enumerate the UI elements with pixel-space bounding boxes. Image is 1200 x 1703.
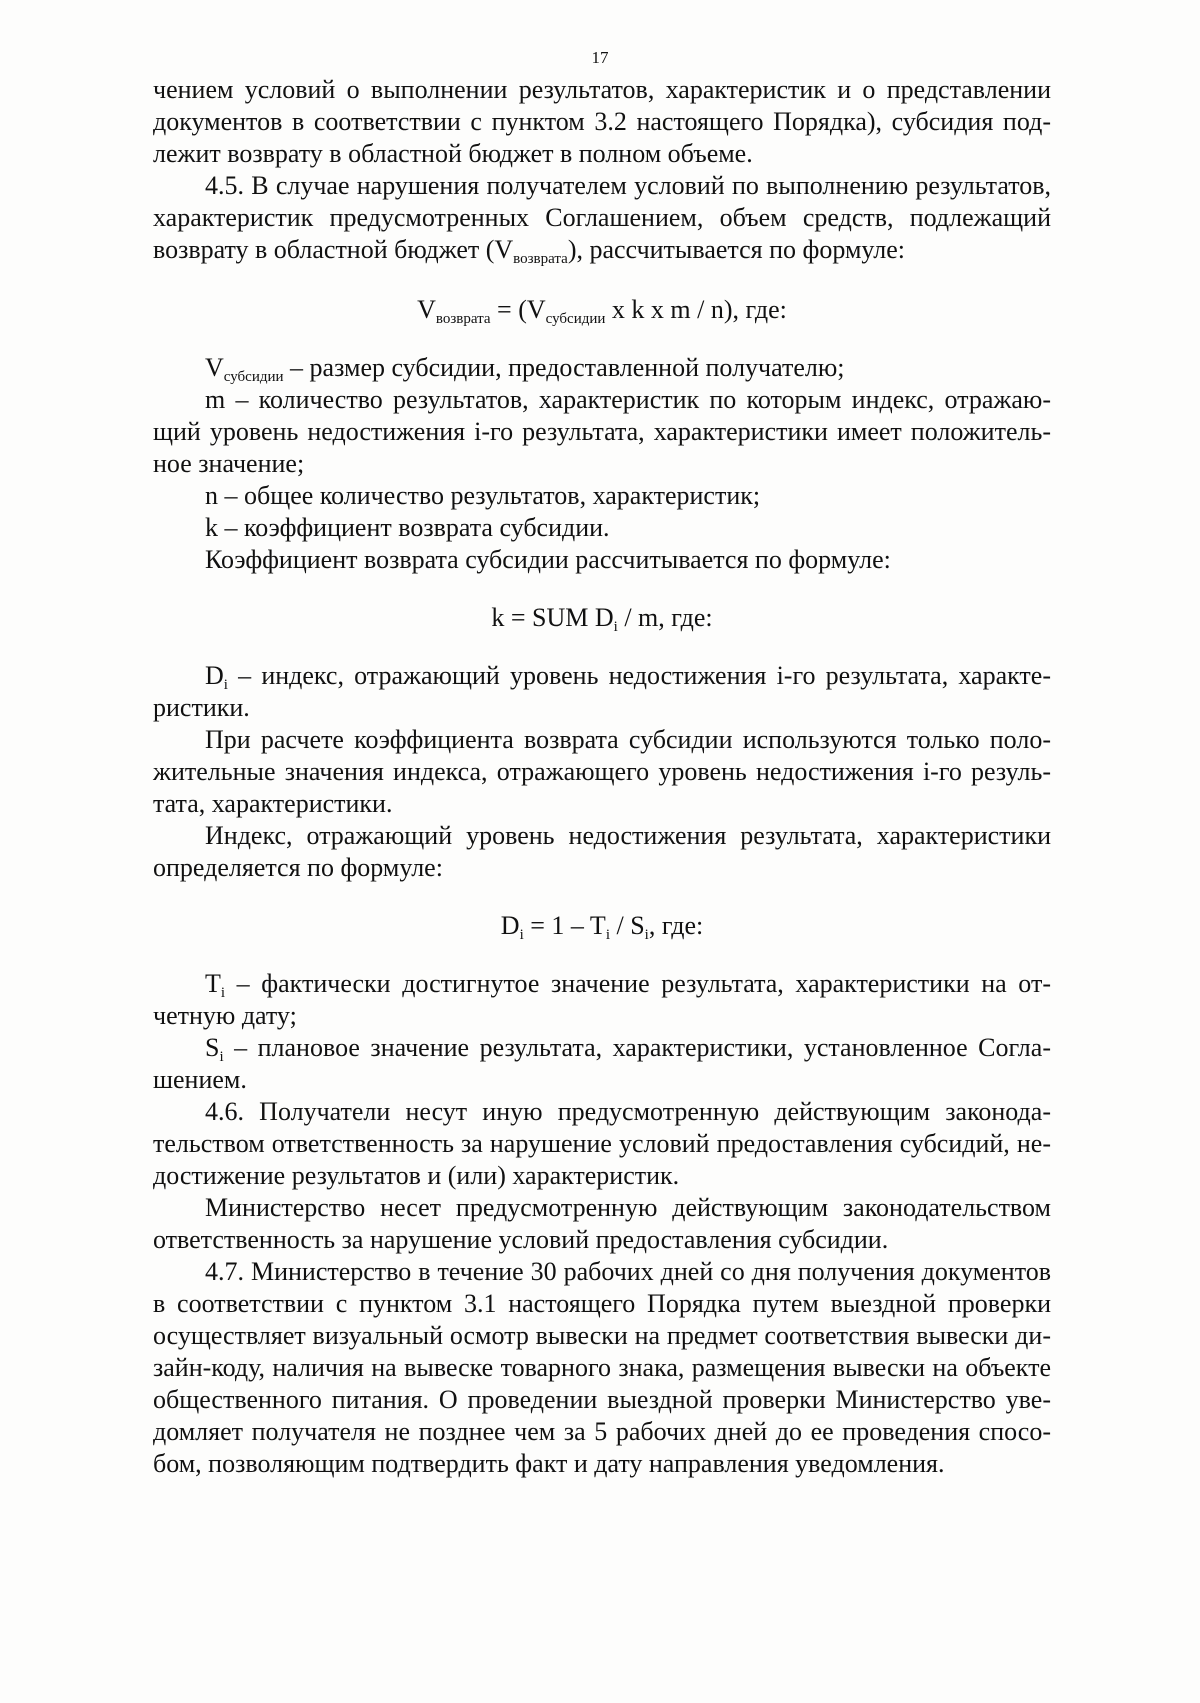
definition-di-subscript: i (223, 677, 228, 693)
formula-subscript-subsidy: субсидии (545, 311, 606, 327)
paragraph-continuation: чением условий о выполнении результатов, характеристик и о представлении документов в соответствии с пунктом 3.2 настоящего Порядка), субсидия подлежит возврату в областной бюджет в полном объеме. (153, 75, 1051, 168)
paragraph-positive-values: При расчете коэффициента возврата субсидии используются только положительные значения индекса, отражающего уровень недостижения i-го результата, характеристики. (153, 725, 1051, 818)
formula-di-sub-d: i (519, 927, 524, 943)
definition-v-subscript: субсидии (223, 369, 284, 385)
paragraph-4-7: 4.7. Министерство в течение 30 рабочих дней со дня получения документов в соответствии с пунктом 3.1 настоящего Порядка путем выездной проверки осуществляет визуальный осмотр вывески на предмет соответствия вывески дизайн-коду, наличия на вывеске товарного знака, размещения вывески на объекте общественного питания. О проведении выездной проверки Министерство уведомляет получателя не позднее чем за 5 рабочих дней до ее проведения способом, позволяющим подтвердить факт и дату направления уведомления. (153, 1257, 1051, 1478)
formula-di (153, 910, 1051, 942)
formula-return-volume (153, 294, 1051, 326)
formula-k-before: k = SUM D (491, 603, 614, 632)
definition-si-symbol: S (205, 1033, 220, 1062)
formula-di-sub-s: i (644, 927, 649, 943)
page-number: 17 (591, 48, 609, 67)
definition-ti-subscript: i (220, 985, 226, 1001)
definition-k: k – коэффициент возврата субсидии. (205, 513, 610, 542)
document-body (153, 74, 1051, 1480)
paragraph-4-5-text-after: ), рассчитывается по формуле: (567, 235, 905, 264)
formula-di-after: , где: (648, 911, 704, 940)
formula-di-d: D (500, 911, 520, 940)
paragraph-4-5 (153, 170, 1051, 266)
definition-v-symbol: V (205, 353, 224, 382)
formula-v-symbol: V (417, 295, 436, 324)
definition-di-symbol: D (205, 661, 224, 690)
definition-v-text: – размер субсидии, предоставленной получателю; (283, 353, 845, 382)
definition-m: m – количество результатов, характеристик по которым индекс, отражающий уровень недостижения i-го результата, характеристики имеет положительное значение; (153, 385, 1051, 478)
definition-di-text: – индекс, отражающий уровень недостижения i-го результата, характеристики. (153, 661, 1051, 722)
definition-n: n – общее количество результатов, характеристик; (205, 481, 761, 510)
formula-k-after: / m, где: (617, 603, 713, 632)
paragraph-index-formula-intro: Индекс, отражающий уровень недостижения результата, характеристики определяется по формуле: (153, 821, 1051, 882)
subscript-return: возврата (513, 251, 568, 267)
definition-si-subscript: i (219, 1049, 224, 1065)
definition-ti (153, 968, 1051, 1032)
k-formula-intro: Коэффициент возврата субсидии рассчитывается по формуле: (205, 545, 891, 574)
formula-k-subscript: i (613, 619, 618, 635)
formula-k (153, 602, 1051, 634)
definition-ti-text: – фактически достигнутое значение результата, характеристики на отчетную дату; (153, 969, 1051, 1030)
definition-di (153, 660, 1051, 724)
formula-rest: x k x m / n), где: (605, 295, 787, 324)
formula-subscript-return: возврата (435, 311, 491, 327)
formula-di-mid2: / S (609, 911, 645, 940)
definition-v-subsidy (153, 352, 1051, 384)
paragraph-4-5-text-before: 4.5. В случае нарушения получателем условий по выполнению результатов, характеристик предусмотренных Соглашением, объем средств, подлежащий возврату в областной бюджет (V (153, 171, 1051, 264)
paragraph-4-6: 4.6. Получатели несут иную предусмотренную действующим законодательством ответственность за нарушение условий предоставления субсидий, недостижение результатов и (или) характеристик. (153, 1097, 1051, 1190)
definition-si-text: – плановое значение результата, характеристики, установленное Соглашением. (153, 1033, 1051, 1094)
definition-si (153, 1032, 1051, 1096)
formula-di-sub-t: i (605, 927, 610, 943)
formula-equals-open: = (V (490, 295, 546, 324)
definition-ti-symbol: T (205, 969, 221, 998)
formula-di-mid1: = 1 – T (523, 911, 606, 940)
paragraph-ministry-responsibility: Министерство несет предусмотренную действующим законодательством ответственность за нарушение условий предоставления субсидии. (153, 1193, 1051, 1254)
